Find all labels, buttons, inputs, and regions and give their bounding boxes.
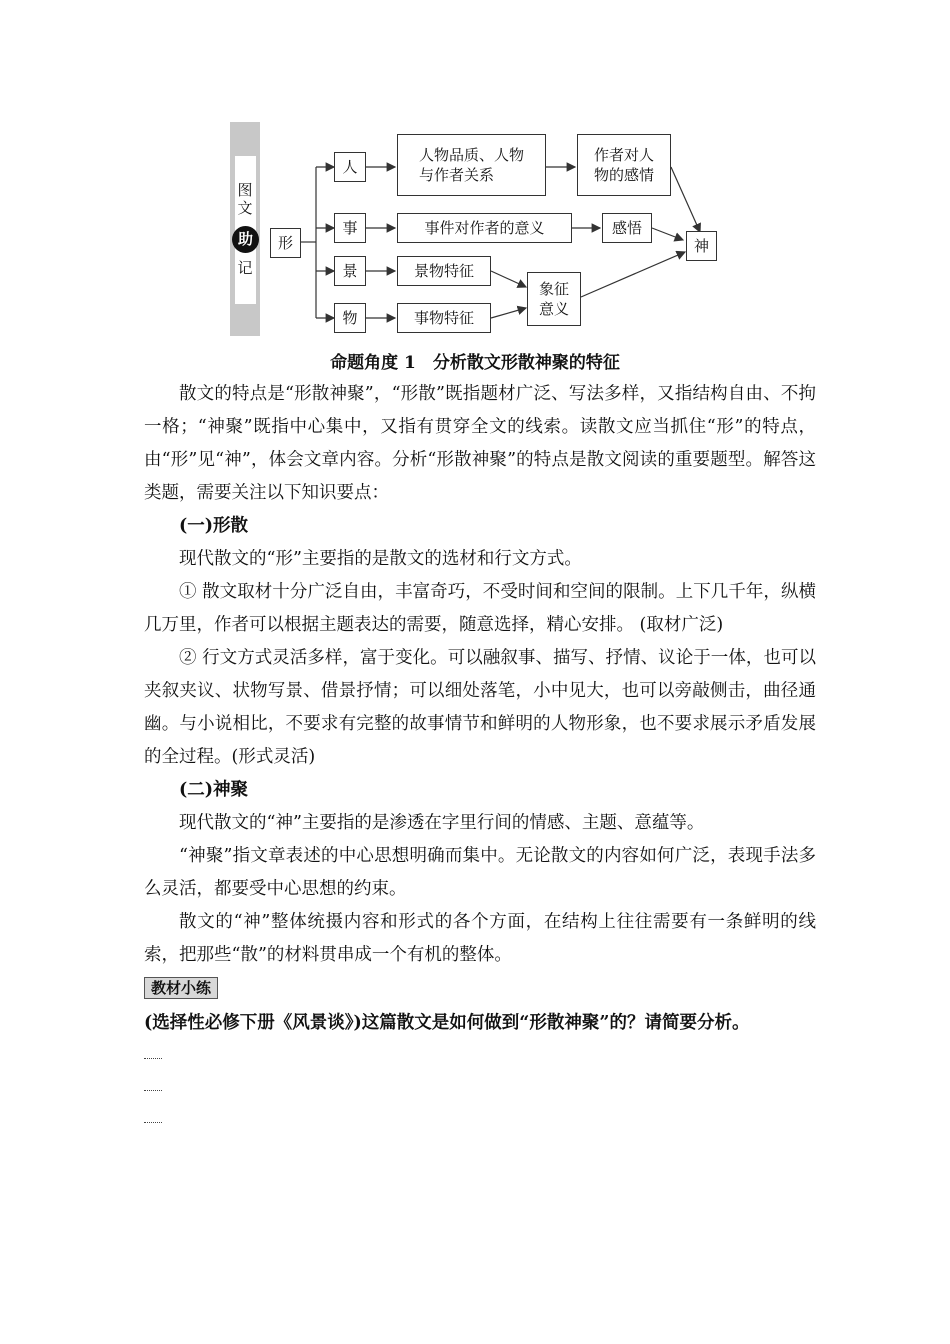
- node-shen: [686, 231, 717, 261]
- node-zuozhe: [577, 134, 671, 196]
- paragraph-point-2: ② 行文方式灵活多样，富于变化。可以融叙事、描写、抒情、议论于一体，也可以夹叙夹议、状物写景、借景抒情；可以细处落笔，小中见大，也可以旁敲侧击，曲径通幽。与小说相比，不要求有完整的故事情节和鲜明的人物形象，也不要求展示矛盾发展的全过程。(形式灵活): [144, 648, 816, 767]
- heading-xingsan: (一)形散: [179, 516, 249, 536]
- node-shijian: [397, 213, 572, 243]
- node-jingwu: [397, 256, 491, 286]
- arrow-ganwu-shen: [652, 228, 683, 240]
- node-xing-label: 形: [277, 234, 293, 252]
- paragraph-point-1: ① 散文取材十分广泛自由，丰富奇巧，不受时间和空间的限制。上下几千年，纵横几万里，作者可以根据主题表达的需要，随意选择，精心安排。 (取材广泛): [144, 582, 816, 635]
- node-shi-label: 事: [342, 219, 358, 237]
- node-wu: [334, 303, 366, 333]
- arrow-jingwu-xiangzheng: [491, 271, 526, 287]
- node-shiwu-label: 事物特征: [413, 309, 474, 327]
- arrow-xiangzheng-shen: [581, 252, 685, 297]
- node-renwu: [397, 134, 546, 196]
- node-xing: [270, 228, 301, 258]
- node-renwu-line2: 与作者关系: [418, 166, 494, 184]
- node-renwu-line1: 人物品质、人物: [418, 146, 524, 164]
- node-shijian-label: 事件对作者的意义: [424, 219, 545, 237]
- band-char-wen: 文: [237, 199, 253, 217]
- paragraph-shenju: “神聚”指文章表述的中心思想明确而集中。无论散文的内容如何广泛，表现手法多么灵活，都要受中心思想的约束。: [144, 846, 816, 899]
- section-caption: 命题角度 1 分析散文形散神聚的特征: [330, 353, 620, 373]
- band-char-ji: 记: [237, 259, 253, 277]
- arrow-shiwu-xiangzheng: [491, 308, 526, 318]
- node-shi: [334, 213, 366, 243]
- answer-blank-line[interactable]: [144, 1040, 816, 1072]
- exercise-question: (选择性必修下册《风景谈》)这篇散文是如何做到“形散神聚”的？请简要分析。: [144, 1013, 750, 1033]
- concept-diagram: [230, 122, 730, 338]
- node-shen-label: 神: [693, 237, 709, 255]
- node-xiangzheng: [527, 272, 581, 326]
- band-char-tu: 图: [237, 181, 253, 199]
- node-xiangzheng-line2: 意义: [538, 300, 569, 318]
- heading-shenju: (二)神聚: [179, 780, 249, 800]
- node-ganwu-label: 感悟: [611, 219, 642, 237]
- diagram-side-band: [230, 122, 260, 336]
- band-char-zhu-badge: 助: [232, 226, 259, 253]
- node-jing: [334, 256, 366, 286]
- paragraph-xiansuo: 散文的“神”整体统摄内容和形式的各个方面，在结构上往往需要有一条鲜明的线索，把那些“散”的材料贯串成一个有机的整体。: [144, 912, 816, 965]
- exercise-tag: 教材小练: [144, 977, 218, 999]
- node-shiwu: [397, 303, 491, 333]
- node-ren-label: 人: [342, 158, 358, 176]
- answer-blank-line[interactable]: [144, 1072, 816, 1104]
- arrow-zuozhe-shen: [671, 167, 700, 232]
- node-ganwu: [602, 213, 652, 243]
- node-xiangzheng-line1: 象征: [538, 280, 569, 298]
- paragraph-xing-definition: 现代散文的“形”主要指的是散文的选材和行文方式。: [179, 549, 582, 569]
- node-jingwu-label: 景物特征: [413, 262, 474, 280]
- answer-blank-line[interactable]: [144, 1104, 816, 1136]
- paragraph-intro: 散文的特点是“形散神聚”，“形散”既指题材广泛、写法多样，又指结构自由、不拘一格；“神聚”既指中心集中，又指有贯穿全文的线索。读散文应当抓住“形”的特点，由“形”见“神”，体会文章内容。分析“形散神聚”的特点是散文阅读的重要题型。解答这类题，需要关注以下知识要点：: [144, 384, 816, 503]
- node-jing-label: 景: [342, 262, 358, 280]
- body-text: [144, 378, 816, 1136]
- node-zuozhe-line1: 作者对人: [593, 146, 654, 164]
- node-wu-label: 物: [342, 309, 358, 327]
- node-zuozhe-line2: 物的感情: [593, 166, 654, 184]
- node-ren: [334, 152, 366, 182]
- paragraph-shen-definition: 现代散文的“神”主要指的是渗透在字里行间的情感、主题、意蕴等。: [179, 813, 705, 833]
